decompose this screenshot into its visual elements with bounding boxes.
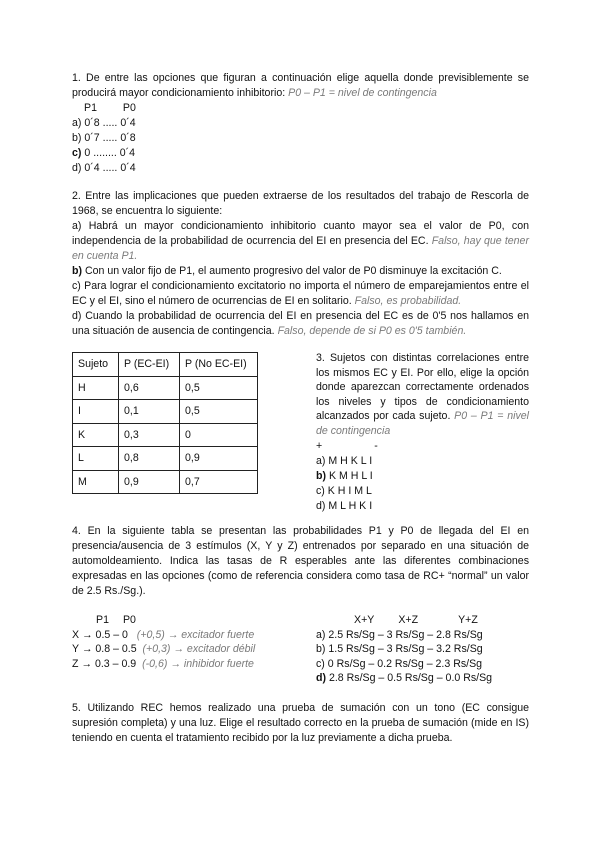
table-cell: 0,1 [119,400,180,424]
q3-scale [316,439,529,454]
option-p0: 0´8 [120,132,136,144]
q2-d-text: d) Cuando la probabilidad de ocurrencia del EI en presencia del EC es de 0'5 nos hallamos en una situación de ausencia de contingencia. [72,310,529,337]
table-row [73,423,258,447]
q1-note: P0 – P1 = nivel de contingencia [288,87,437,99]
table-header: P (EC-EI) [119,353,180,377]
table-cell: 0,3 [119,423,180,447]
q4-option-b[interactable] [316,642,492,657]
option-letter: b) [316,469,326,482]
stimulus-note: (-0,6) → inhibidor fuerte [142,657,254,670]
option-letter: b) [72,132,82,144]
option-text: M L H K I [328,499,373,512]
option-letter: d) [72,162,82,174]
q4-header-xz: X+Z [398,614,419,626]
q1-header-p0: P0 [122,102,136,114]
option-text: M H K L I [328,454,373,467]
option-letter: a) [316,454,326,467]
q4-option-c[interactable] [316,657,492,672]
table-cell: L [73,447,119,471]
option-dots: ..... [102,162,118,174]
q3-minus: - [374,439,378,452]
option-letter: c) [316,657,325,670]
option-letter: b) [316,643,326,656]
option-dots: ..... [102,117,118,129]
q2-b-text: Con un valor fijo de P1, el aumento progresivo del valor de P0 disminuye la excitación C. [84,265,502,277]
q4-header-xy: X+Y [354,614,375,626]
q4-stimuli [72,613,255,671]
q4-options-header [316,613,492,628]
q1-options [72,116,136,176]
q4-option-a[interactable] [316,628,492,643]
q4-header-p0: P0 [122,614,136,626]
q3-option-a[interactable] [316,454,529,469]
table-header-row [73,353,258,377]
q2-option-b[interactable] [72,264,529,279]
q1-option-c[interactable] [72,146,136,161]
table-row [73,470,258,494]
q2-prompt: 2. Entre las implicaciones que pueden extraerse de los resultados del trabajo de Rescorla de 1968, se encuentra lo siguiente: [72,190,529,217]
q2-c-text: c) Para lograr el condicionamiento excitatorio no importa el número de emparejamientos entre el EC y el EI, sino el número de ocurrencias de EI en solitario. [72,280,529,307]
q1-option-a[interactable] [72,116,136,131]
q1-option-b[interactable] [72,131,136,146]
question-3 [316,351,529,514]
stimulus-text: X → 0.5 – 0 [72,628,128,641]
option-text: K M H L I [328,469,373,482]
q4-stimulus-y [72,642,255,657]
q4-stimulus-z [72,657,255,672]
q3-option-b[interactable] [316,469,529,484]
table-cell: 0,7 [180,470,258,494]
table-row [73,400,258,424]
q2-option-a[interactable] [72,219,529,264]
q2-a-note: Falso, hay que tener en cuenta P1. [72,235,529,262]
table-header: Sujeto [73,353,119,377]
option-text: K H I M L [327,484,372,497]
option-p1: 0´8 [84,117,100,129]
option-letter: d) [316,672,326,685]
option-letter: c) [316,484,325,497]
q3-plus: + [316,439,323,452]
table-cell: 0,9 [119,470,180,494]
q1-option-d[interactable] [72,161,136,176]
stimulus-note: (+0,3) → excitador débil [142,643,256,656]
q2-a-text: a) Habrá un mayor condicionamiento inhibitorio cuanto mayor sea el valor de P0, con independencia de la probabilidad de ocurrencia del EI en presencia del EC. [72,220,529,247]
q1-header [84,101,136,116]
q3-option-c[interactable] [316,484,529,499]
question-1 [72,71,529,101]
option-dots: ........ [93,147,117,159]
q4-options [316,613,492,686]
q2-b-letter: b) [72,265,82,277]
table-cell: 0,5 [180,376,258,400]
table-header: P (No EC-EI) [180,353,258,377]
q4-stimuli-header [72,613,255,628]
q1-header-p1: P1 [84,102,97,114]
option-letter: a) [316,628,326,641]
stimulus-note: (+0,5) → excitador fuerte [136,628,255,641]
table-cell: H [73,376,119,400]
option-text: 2.5 Rs/Sg – 3 Rs/Sg – 2.8 Rs/Sg [328,628,483,641]
q3-prompt [316,351,529,439]
q4-option-d[interactable] [316,671,492,686]
table-cell: I [73,400,119,424]
table-row [73,447,258,471]
q1-prompt: 1. De entre las opciones que figuran a continuación elige aquella donde previsiblemente se producirá mayor condicionamiento inhibitorio: [72,72,529,99]
table-row [73,376,258,400]
option-text: 0 Rs/Sg – 0.2 Rs/Sg – 2.3 Rs/Sg [327,657,483,670]
question-2 [72,189,529,339]
q3-table [72,352,258,494]
q4-prompt: 4. En la siguiente tabla se presentan las probabilidades P1 y P0 de llegada del EI en presencia/ausencia de 3 estímulos (X, Y y Z) entrenados por separado en una situación de automoldeamiento. Indica las tasas de R esperables ante las diferentes combinaciones expresadas en las opciones (como de referencia considera como tasa de RC+ “normal” un valor de 2.5 Rs./Sg.). [72,525,529,597]
option-p0: 0´4 [119,147,136,159]
option-text: 2.8 Rs/Sg – 0.5 Rs/Sg – 0.0 Rs/Sg [328,672,493,685]
option-p1: 0´4 [84,162,100,174]
table-cell: 0,5 [180,400,258,424]
option-p0: 0´4 [120,162,136,174]
stimulus-text: Y → 0.8 – 0.5 [72,643,137,656]
option-p1: 0 [84,147,91,159]
q4-header-yz: Y+Z [458,614,478,626]
option-dots: ..... [102,132,118,144]
option-p0: 0´4 [120,117,136,129]
table-cell: K [73,423,119,447]
q3-option-d[interactable] [316,499,529,514]
q2-d-note: Falso, depende de si P0 es 0'5 también. [277,325,467,337]
question-4 [72,524,529,599]
q4-header-p1: P1 [96,614,109,626]
question-5 [72,701,529,746]
option-letter: c) [72,147,82,159]
q3-note: P0 – P1 = nivel de contingencia [316,410,529,437]
option-letter: d) [316,499,326,512]
table-cell: 0,9 [180,447,258,471]
stimulus-text: Z → 0.3 – 0.9 [72,657,137,670]
q2-option-c[interactable] [72,279,529,309]
option-text: 1.5 Rs/Sg – 3 Rs/Sg – 3.2 Rs/Sg [328,643,483,656]
option-letter: a) [72,117,82,129]
table-cell: 0,6 [119,376,180,400]
table-cell: 0,8 [119,447,180,471]
option-p1: 0´7 [84,132,100,144]
q2-option-d[interactable] [72,309,529,339]
table-cell: 0 [180,423,258,447]
table-cell: M [73,470,119,494]
q2-c-note: Falso, es probabilidad. [354,295,462,307]
q5-prompt: 5. Utilizando REC hemos realizado una prueba de sumación con un tono (EC consigue supresión completa) y una luz. Elige el resultado correcto en la prueba de sumación (mide en IS) teniendo en cuenta el tratamiento recibido por la luz previamente a dicha prueba. [72,702,529,744]
q4-stimulus-x [72,628,255,643]
q3-prompt-text: 3. Sujetos con distintas correlaciones entre los mismos EC y EI. Por ello, elige la opción donde aparezcan correctamente ordenados los niveles y tipos de condicionamiento alcanzados por cada sujeto. [316,352,529,423]
